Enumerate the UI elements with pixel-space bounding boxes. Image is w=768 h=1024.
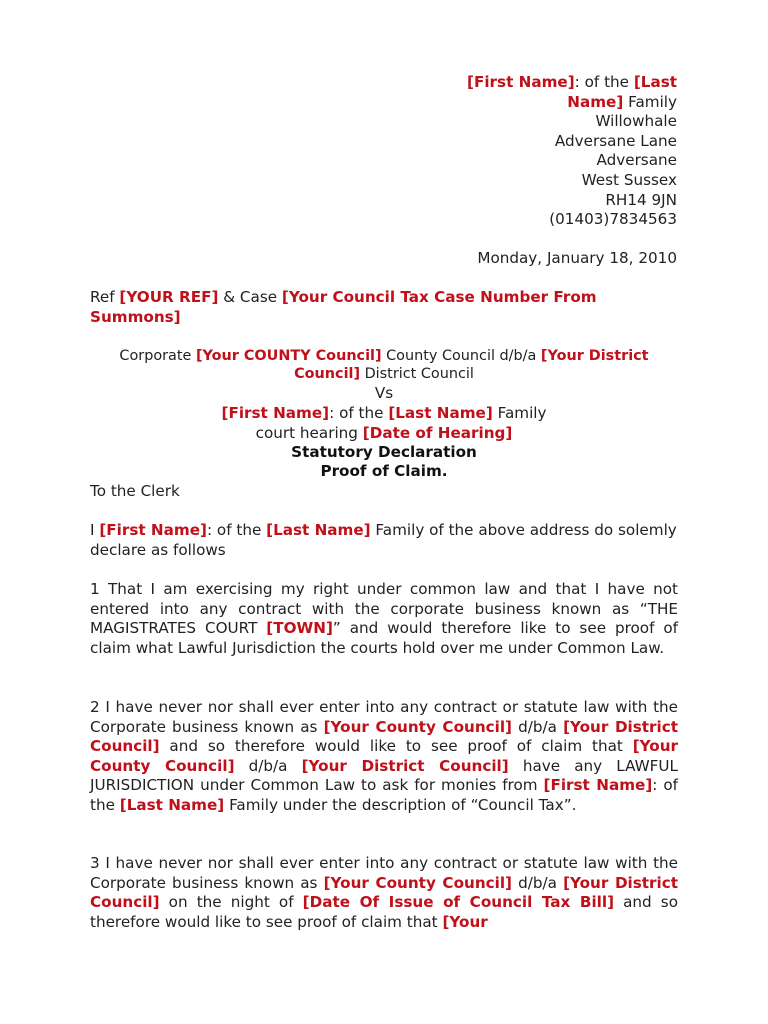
your-ref-field: [YOUR REF] [119, 288, 219, 306]
statutory-declaration-title: Statutory Declaration [291, 443, 477, 461]
address-phone: (01403)7834563 [549, 210, 677, 229]
para2-text-a: 2 I have never nor shall ever enter into any contract or statute law with the Corporate business known as [90, 698, 678, 736]
intro-of-the: : of the [206, 521, 267, 539]
address-line4: Adversane [596, 151, 677, 170]
date-of-issue-field: [Date Of Issue of Council Tax Bill] [302, 893, 615, 912]
intro-rest: Family of the above address do solemly declare as follows [90, 521, 677, 559]
paragraph-1 [90, 580, 678, 658]
versus-label: Vs [374, 384, 394, 402]
court-hearing-label: court hearing [255, 424, 363, 442]
first-name-field: [First Name] [467, 73, 575, 91]
county-council-field: [Your County Council] [90, 737, 678, 775]
district-council-field: [Your District Council] [90, 873, 679, 912]
date-of-hearing-field: [Date of Hearing] [362, 424, 513, 442]
of-the-text: : of the [329, 404, 389, 422]
last-name-field: [Last Name] [266, 521, 371, 539]
address-of-the: : of the [574, 73, 634, 91]
defendant-line [90, 404, 678, 424]
district-council-field: [Your District Council] [294, 348, 649, 383]
intro-paragraph [90, 521, 678, 560]
case-label: & Case [218, 288, 282, 306]
first-name-field: [First Name] [99, 521, 207, 539]
para2-text-c: have any LAWFUL JURISDICTION under Common Law to ask for monies from [90, 756, 678, 795]
para2-text-d: Family under the description of “Council Tax”. [224, 795, 577, 814]
para3-text-b: on the night of [159, 893, 303, 912]
your-field: [Your [442, 912, 488, 931]
address-line5: West Sussex [581, 170, 677, 189]
intro-i: I [90, 521, 100, 539]
para1-text-b: ” and would therefore like to see proof of claim what Lawful Jurisdiction the courts hold over me under Common Law. [90, 619, 678, 657]
county-council-field: [Your County Council] [323, 873, 512, 892]
last-name-field-part2: Name] [567, 92, 624, 111]
para3-text-c: and so therefore would like to see proof of claim that [90, 893, 679, 931]
last-name-field: [Last Name] [119, 795, 225, 814]
first-name-field: [First Name] [543, 776, 653, 795]
paragraph-3 [90, 854, 678, 932]
town-field: [TOWN] [266, 619, 333, 638]
address-name-line2 [377, 93, 677, 113]
district-suffix-text: District Council [360, 366, 474, 383]
ref-label: Ref [90, 288, 120, 306]
letter-date: Monday, January 18, 2010 [477, 249, 677, 267]
sender-address [377, 73, 677, 230]
county-dba-text: County Council d/b/a [381, 348, 541, 364]
last-name-field: [Last Name] [388, 404, 493, 422]
para2-text-b: and so therefore would like to see proof of claim that [159, 737, 633, 756]
family-text: Family [492, 404, 547, 422]
first-name-field: [First Name] [221, 404, 330, 422]
paragraph-2 [90, 698, 678, 816]
proof-of-claim-title: Proof of Claim. [320, 462, 448, 480]
para3-text-a: 3 I have never nor shall ever enter into any contract or statute law with the Corporate business known as [90, 854, 678, 892]
para2-dba: d/b/a [234, 756, 302, 775]
para2-dba: d/b/a [512, 717, 564, 736]
corporate-label: Corporate [119, 348, 196, 364]
reference-line [90, 288, 678, 327]
court-hearing-line [90, 424, 678, 444]
parties-heading [100, 347, 668, 384]
case-number-field: [Your Council Tax Case Number From Summons] [90, 288, 597, 326]
district-council-field: [Your District Council] [90, 717, 679, 756]
address-family: Family [623, 92, 677, 111]
last-name-field-part1: [Last [633, 73, 677, 91]
county-council-field: [Your County Council] [323, 717, 512, 736]
address-postcode: RH14 9JN [605, 190, 677, 209]
county-council-field: [Your COUNTY Council] [195, 348, 382, 364]
district-council-field: [Your District Council] [301, 756, 509, 775]
address-line2: Willowhale [595, 112, 677, 131]
para2-of-the: : of the [90, 776, 678, 814]
para3-dba: d/b/a [512, 873, 564, 892]
salutation: To the Clerk [90, 482, 180, 500]
address-line3: Adversane Lane [554, 131, 677, 150]
address-name-line1 [377, 73, 677, 93]
para1-text-a: 1 That I am exercising my right under common law and that I have not entered into any contract with the corporate business known as “THE MAGISTRATES COURT [90, 580, 678, 638]
